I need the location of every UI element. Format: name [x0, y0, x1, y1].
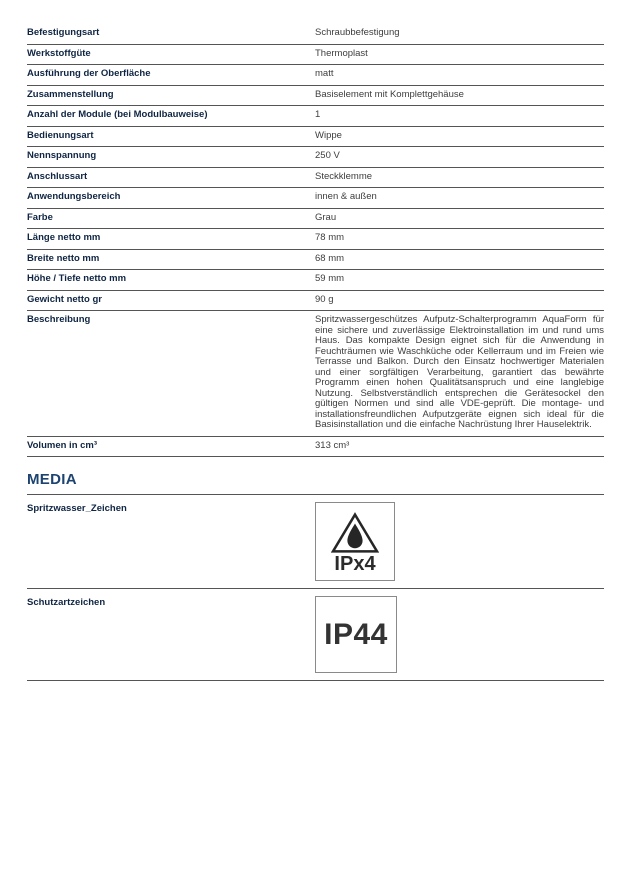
- spec-value: Basiselement mit Komplettgehäuse: [315, 88, 464, 100]
- spec-row-laenge: [27, 229, 604, 250]
- spec-value: 90 g: [315, 293, 334, 305]
- spec-row-volumen: [27, 437, 604, 458]
- spec-label: Bedienungsart: [27, 129, 94, 141]
- ip44-badge: [315, 596, 397, 673]
- spec-value: Steckklemme: [315, 170, 373, 182]
- spec-label: Gewicht netto gr: [27, 293, 102, 305]
- media-row-schutzart: [27, 589, 604, 681]
- spec-value: 1: [315, 109, 321, 120]
- spec-value: 59 mm: [315, 273, 345, 284]
- spec-row-nennspannung: [27, 147, 604, 168]
- description-text: Spritzwassergeschützes Aufputz-Schalterprogramm AquaForm für eine sichere und zuverlässige Elektroinstallation im und rund ums Haus. Das kompakte Design eignet sich für die Anwendung in Feuchträumen wie Waschküche oder Kellerraum und im Freien wie Terrasse und Balkon. Durch den Einsatz hochwertiger Materialen und einer sorgfältigen Verarbeitung, garantiert das bewährte Programm einen hohen Qualitätsanspruch und eine langlebige Nutzung. Selbstverständlich entsprechen die Gerätesockel den gültigen Normen und sind alle VDE-geprüft. Die montage- und installationsfreundlichen Aufputzgeräte eignen sich ideal für die Basisinstallation und die einfache Nachrüstung Ihrer Hauselektrik.: [315, 314, 604, 430]
- spec-label: Höhe / Tiefe netto mm: [27, 273, 127, 284]
- media-label: Schutzartzeichen: [27, 597, 106, 608]
- spec-value: Schraubbefestigung: [315, 27, 400, 38]
- spec-label: Anzahl der Module (bei Modulbauweise): [27, 109, 208, 120]
- spec-label: Werkstoffgüte: [27, 47, 91, 59]
- spec-label: Ausführung der Oberfläche: [27, 68, 151, 79]
- media-section-heading: MEDIA: [27, 471, 604, 495]
- spec-row-oberflaeche: [27, 65, 604, 86]
- ipx4-caption: IPx4: [334, 553, 376, 575]
- spec-label: Befestigungsart: [27, 27, 100, 38]
- spec-row-anzahl-module: [27, 106, 604, 127]
- spec-label: Beschreibung: [27, 314, 91, 325]
- spec-value: 68 mm: [315, 252, 345, 264]
- water-drop-triangle-icon: [331, 512, 379, 554]
- spec-value: 313 cm³: [315, 439, 350, 451]
- spec-value: Wippe: [315, 129, 342, 141]
- spec-value: Grau: [315, 211, 337, 223]
- spec-row-hoehe-tiefe: [27, 270, 604, 291]
- spec-row-beschreibung: [27, 311, 604, 437]
- spec-label: Farbe: [27, 211, 53, 223]
- spec-row-bedienungsart: [27, 127, 604, 148]
- spec-label: Anwendungsbereich: [27, 191, 121, 202]
- datasheet-content: [27, 24, 604, 681]
- spec-label: Länge netto mm: [27, 232, 101, 243]
- spec-label: Anschlussart: [27, 170, 88, 182]
- spec-label: Breite netto mm: [27, 252, 100, 264]
- ipx4-badge: [315, 502, 395, 581]
- spec-label: Nennspannung: [27, 150, 97, 161]
- spec-value: matt: [315, 68, 334, 79]
- spec-row-gewicht: [27, 291, 604, 312]
- spec-row-anwendungsbereich: [27, 188, 604, 209]
- spec-row-anschlussart: [27, 168, 604, 189]
- spec-value: Thermoplast: [315, 47, 368, 59]
- spec-row-farbe: [27, 209, 604, 230]
- spec-label: Volumen in cm³: [27, 439, 98, 451]
- spec-row-breite: [27, 250, 604, 271]
- spec-value: 250 V: [315, 150, 340, 161]
- spec-row-befestigungsart: [27, 24, 604, 45]
- spec-label: Zusammenstellung: [27, 88, 114, 100]
- spec-row-werkstoffguete: [27, 45, 604, 66]
- ip44-caption: IP44: [324, 617, 388, 651]
- spec-row-zusammenstellung: [27, 86, 604, 107]
- spec-value: 78 mm: [315, 232, 345, 243]
- media-label: Spritzwasser_Zeichen: [27, 503, 127, 514]
- media-row-spritzwasser: [27, 495, 604, 589]
- spec-value: innen & außen: [315, 191, 377, 202]
